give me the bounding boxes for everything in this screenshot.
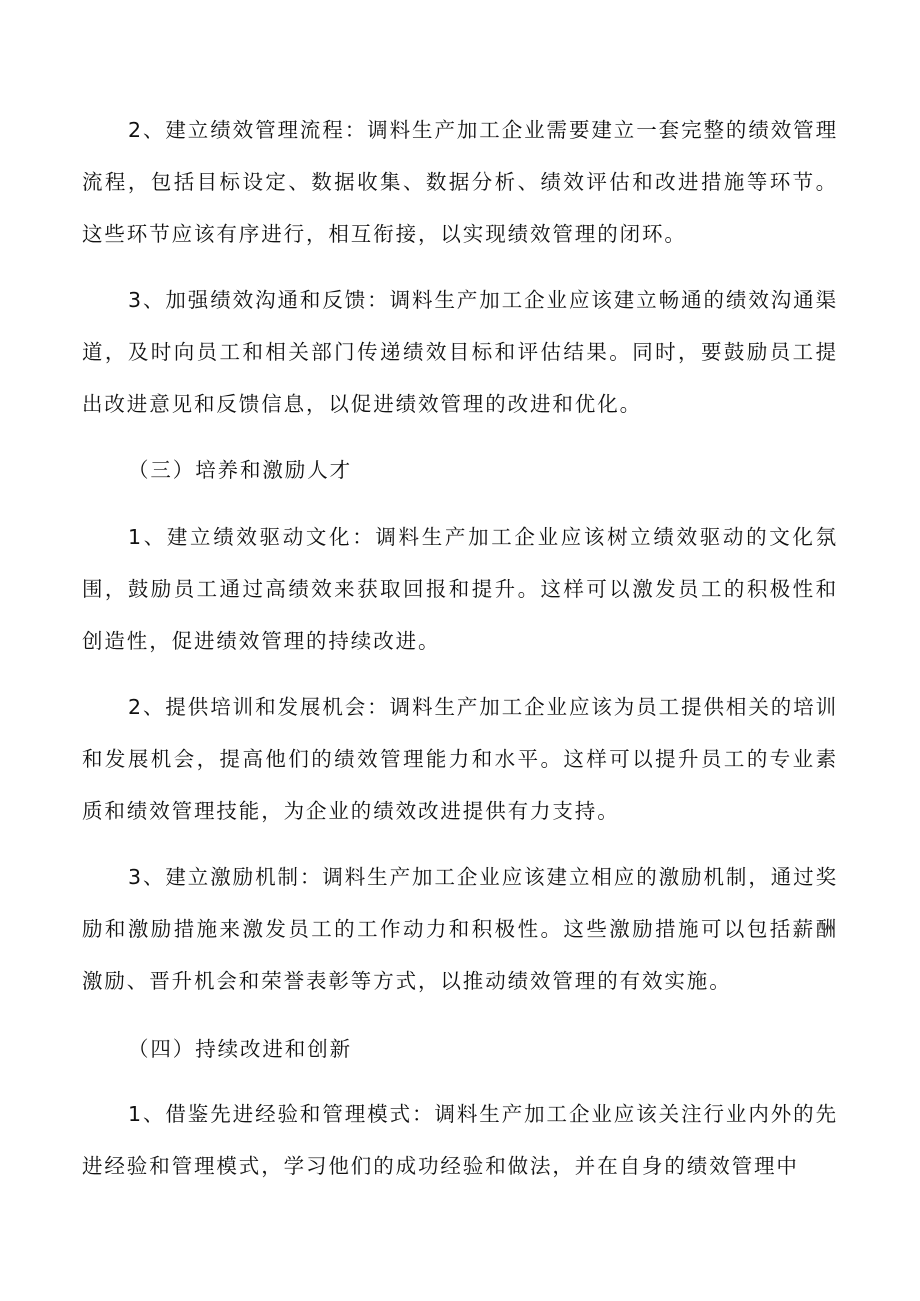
section-heading-talent: （三）培养和激励人才 xyxy=(128,458,352,482)
paragraph-performance-communication: 3、加强绩效沟通和反馈：调料生产加工企业应该建立畅通的绩效沟通渠道，及时向员工和相关部门传递绩效目标和评估结果。同时，要鼓励员工提出改进意见和反馈信息，以促进绩效管理的改进和优化。 xyxy=(82,288,838,416)
paragraph-incentive-mechanism: 3、建立激励机制：调料生产加工企业应该建立相应的激励机制，通过奖励和激励措施来激发员工的工作动力和积极性。这些激励措施可以包括薪酬激励、晋升机会和荣誉表彰等方式，以推动绩效管理的有效实施。 xyxy=(82,865,838,993)
paragraph-learn-best-practices: 1、借鉴先进经验和管理模式：调料生产加工企业应该关注行业内外的先进经验和管理模式，学习他们的成功经验和做法，并在自身的绩效管理中 xyxy=(82,1102,838,1178)
section-heading-innovation: （四）持续改进和创新 xyxy=(128,1037,352,1061)
paragraph-training-development: 2、提供培训和发展机会：调料生产加工企业应该为员工提供相关的培训和发展机会，提高他们的绩效管理能力和水平。这样可以提升员工的专业素质和绩效管理技能，为企业的绩效改进提供有力支持。 xyxy=(82,695,838,823)
paragraph-performance-process: 2、建立绩效管理流程：调料生产加工企业需要建立一套完整的绩效管理流程，包括目标设定、数据收集、数据分析、绩效评估和改进措施等环节。这些环节应该有序进行，相互衔接，以实现绩效管理的闭环。 xyxy=(82,118,838,246)
paragraph-performance-culture: 1、建立绩效驱动文化：调料生产加工企业应该树立绩效驱动的文化氛围，鼓励员工通过高绩效来获取回报和提升。这样可以激发员工的积极性和创造性，促进绩效管理的持续改进。 xyxy=(82,525,838,653)
